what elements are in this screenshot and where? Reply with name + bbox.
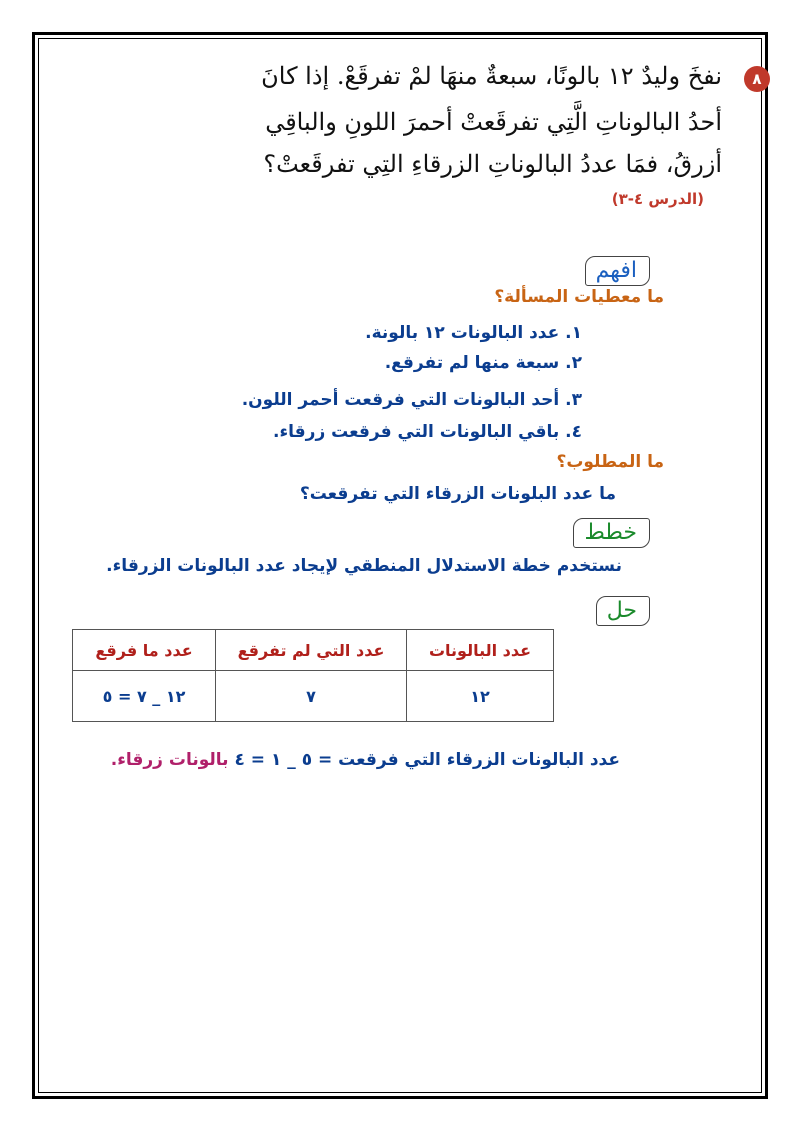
header-unpopped-count: عدد التي لم تفرقع	[216, 630, 407, 671]
plan-text: نستخدم خطة الاستدلال المنطقي لإيجاد عدد البالونات الزرقاء.	[106, 556, 622, 576]
header-popped-count: عدد ما فرقع	[73, 630, 216, 671]
problem-line-2: أحدُ البالوناتِ الَّتِي تفرقَعتْ أحمرَ اللونِ والباقِي	[265, 108, 722, 136]
given-item-1: ١. عدد البالونات ١٢ بالونة.	[365, 323, 582, 343]
given-item-4: ٤. باقي البالونات التي فرقعت زرقاء.	[273, 422, 582, 442]
results-table	[72, 629, 554, 722]
cell-popped-count: ١٢ _ ٧ = ٥	[73, 671, 216, 722]
final-answer	[111, 750, 620, 770]
plan-tag: خطط	[573, 518, 650, 548]
cell-unpopped-count: ٧	[216, 671, 407, 722]
table-header-row	[73, 630, 554, 671]
cell-balloon-count: ١٢	[407, 671, 554, 722]
problem-line-1: نفخَ وليدٌ ١٢ بالونًا، سبعةٌ منهَا لمْ تفرقَعْ. إذا كانَ	[261, 62, 722, 90]
required-question: ما المطلوب؟	[556, 452, 664, 472]
problem-number: ٨	[752, 70, 762, 88]
problem-line-3: أزرقُ، فمَا عددُ البالوناتِ الزرقاءِ التِي تفرقَعتْ؟	[263, 150, 722, 178]
solve-tag: حل	[596, 596, 650, 626]
problem-number-badge	[744, 66, 770, 92]
given-item-3: ٣. أحد البالونات التي فرقعت أحمر اللون.	[241, 390, 582, 410]
header-balloon-count: عدد البالونات	[407, 630, 554, 671]
final-answer-unit: بالونات زرقاء.	[110, 750, 229, 770]
required-text: ما عدد البلونات الزرقاء التي تفرقعت؟	[299, 484, 616, 504]
understand-tag: افهم	[585, 256, 650, 286]
given-item-2: ٢. سبعة منها لم تفرقع.	[384, 353, 582, 373]
lesson-reference: (الدرس ٤-٣)	[611, 190, 704, 208]
given-question: ما معطيات المسألة؟	[494, 287, 664, 307]
final-answer-equation: عدد البالونات الزرقاء التي فرقعت = ٥ _ ١ = ٤	[234, 750, 620, 770]
table-row	[73, 671, 554, 722]
